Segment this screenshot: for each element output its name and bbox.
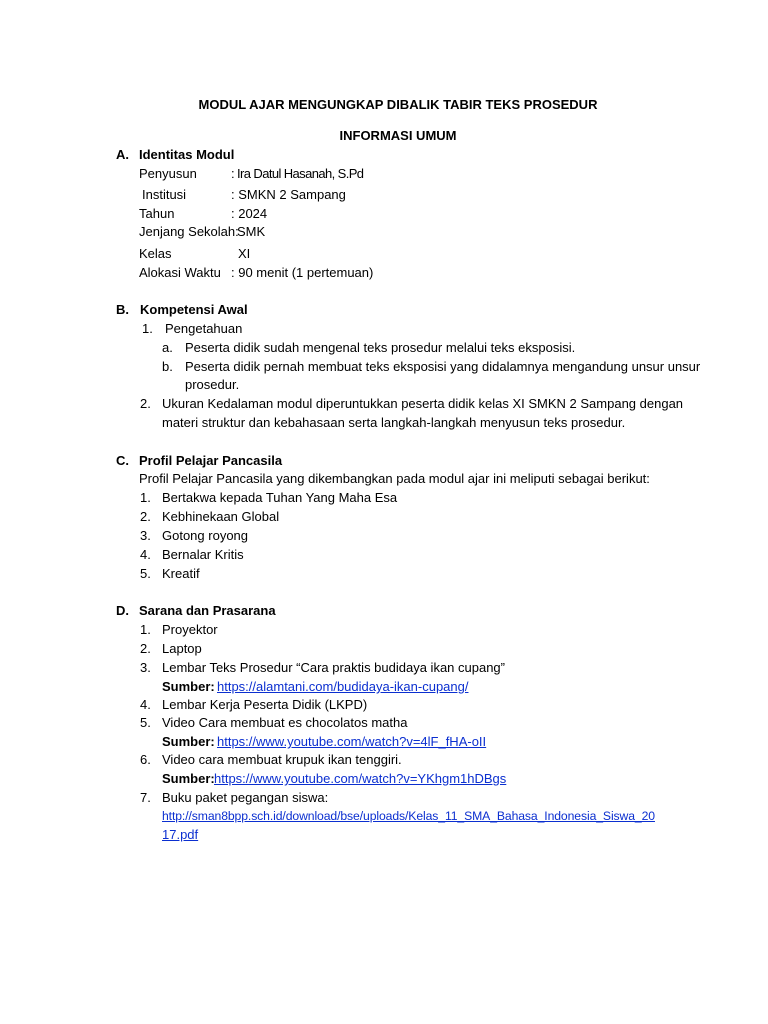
document-title: MODUL AJAR MENGUNGKAP DIBALIK TABIR TEKS PROSEDUR <box>198 97 598 112</box>
list-item-text: Lembar Kerja Peserta Didik (LKPD) <box>162 697 368 712</box>
identity-value-penyusun: : Ira Datul Hasanah, S.Pd <box>231 166 364 181</box>
identity-value-alokasi: : 90 menit (1 pertemuan) <box>231 265 374 280</box>
sub-item-text: Peserta didik pernah membuat teks eksposisi yang didalamnya mengandung unsur unsur <box>185 359 701 374</box>
sub-item-letter: b. <box>162 359 173 374</box>
list-item-number: 3. <box>140 528 151 543</box>
list-item-text: Laptop <box>162 641 202 656</box>
list-item-number: 2. <box>140 396 151 411</box>
source-label: Sumber: <box>162 734 215 749</box>
source-link[interactable]: https://alamtani.com/budidaya-ikan-cupang/ <box>217 679 469 694</box>
list-item-number: 5. <box>140 566 151 581</box>
sub-item-letter: a. <box>162 340 173 355</box>
source-link[interactable]: https://www.youtube.com/watch?v=YKhgm1hDBgs <box>214 771 507 786</box>
section-c-title: Profil Pelajar Pancasila <box>139 453 283 468</box>
list-item-number: 1. <box>140 622 151 637</box>
book-link-cont[interactable]: 17.pdf <box>162 827 199 842</box>
list-item-number: 5. <box>140 715 151 730</box>
identity-label-kelas: Kelas <box>139 246 172 261</box>
identity-label-penyusun: Penyusun <box>139 166 197 181</box>
list-item-text: Gotong royong <box>162 528 249 543</box>
identity-value-jenjang: SMK <box>237 224 266 239</box>
section-d-letter: D. <box>116 603 129 618</box>
source-label: Sumber: <box>162 679 215 694</box>
section-c-intro: Profil Pelajar Pancasila yang dikembangkan pada modul ajar ini meliputi sebagai berikut: <box>139 471 650 486</box>
list-item-text-cont: materi struktur dan kebahasaan serta langkah-langkah menyusun teks prosedur. <box>162 415 626 430</box>
identity-label-tahun: Tahun <box>139 206 175 221</box>
source-link[interactable]: https://www.youtube.com/watch?v=4lF_fHA-oII <box>217 734 487 749</box>
section-a-letter: A. <box>116 147 129 162</box>
list-item-number: 3. <box>140 660 151 675</box>
list-item-number: 6. <box>140 752 151 767</box>
list-item-number: 1. <box>140 490 151 505</box>
list-item-text: Bertakwa kepada Tuhan Yang Maha Esa <box>162 490 398 505</box>
list-item-number: 2. <box>140 641 151 656</box>
identity-value-tahun: : 2024 <box>231 206 268 221</box>
identity-value-institusi: : SMKN 2 Sampang <box>231 187 346 202</box>
list-item-text: Pengetahuan <box>165 321 243 336</box>
list-item-number: 1. <box>142 321 153 336</box>
list-item-text: Video Cara membuat es chocolatos matha <box>162 715 408 730</box>
list-item-text: Buku paket pegangan siswa: <box>162 790 329 805</box>
identity-value-kelas: XI <box>238 246 251 261</box>
list-item-number: 7. <box>140 790 151 805</box>
identity-label-institusi: Institusi <box>142 187 187 202</box>
identity-label-alokasi: Alokasi Waktu <box>139 265 221 280</box>
identity-label-jenjang: Jenjang Sekolah: <box>139 224 239 239</box>
list-item-text: Kebhinekaan Global <box>162 509 280 524</box>
list-item-number: 2. <box>140 509 151 524</box>
list-item-text: Ukuran Kedalaman modul diperuntukkan peserta didik kelas XI SMKN 2 Sampang dengan <box>162 396 684 411</box>
sub-item-text: Peserta didik sudah mengenal teks prosedur melalui teks eksposisi. <box>185 340 576 355</box>
list-item-text: Bernalar Kritis <box>162 547 244 562</box>
sub-item-text-cont: prosedur. <box>185 377 240 392</box>
section-b-letter: B. <box>116 302 129 317</box>
book-link[interactable]: http://sman8bpp.sch.id/download/bse/uploads/Kelas_11_SMA_Bahasa_Indonesia_Siswa_20 <box>162 809 655 823</box>
list-item-text: Video cara membuat krupuk ikan tenggiri. <box>162 752 402 767</box>
list-item-text: Lembar Teks Prosedur “Cara praktis budidaya ikan cupang” <box>162 660 505 675</box>
section-c-letter: C. <box>116 453 129 468</box>
section-b-title: Kompetensi Awal <box>140 302 248 317</box>
list-item-number: 4. <box>140 547 151 562</box>
section-a-title: Identitas Modul <box>139 147 235 162</box>
section-d-title: Sarana dan Prasarana <box>139 603 276 618</box>
list-item-number: 4. <box>140 697 151 712</box>
list-item-text: Kreatif <box>162 566 200 581</box>
source-label: Sumber: <box>162 771 215 786</box>
document-subtitle: INFORMASI UMUM <box>339 128 457 143</box>
list-item-text: Proyektor <box>162 622 218 637</box>
